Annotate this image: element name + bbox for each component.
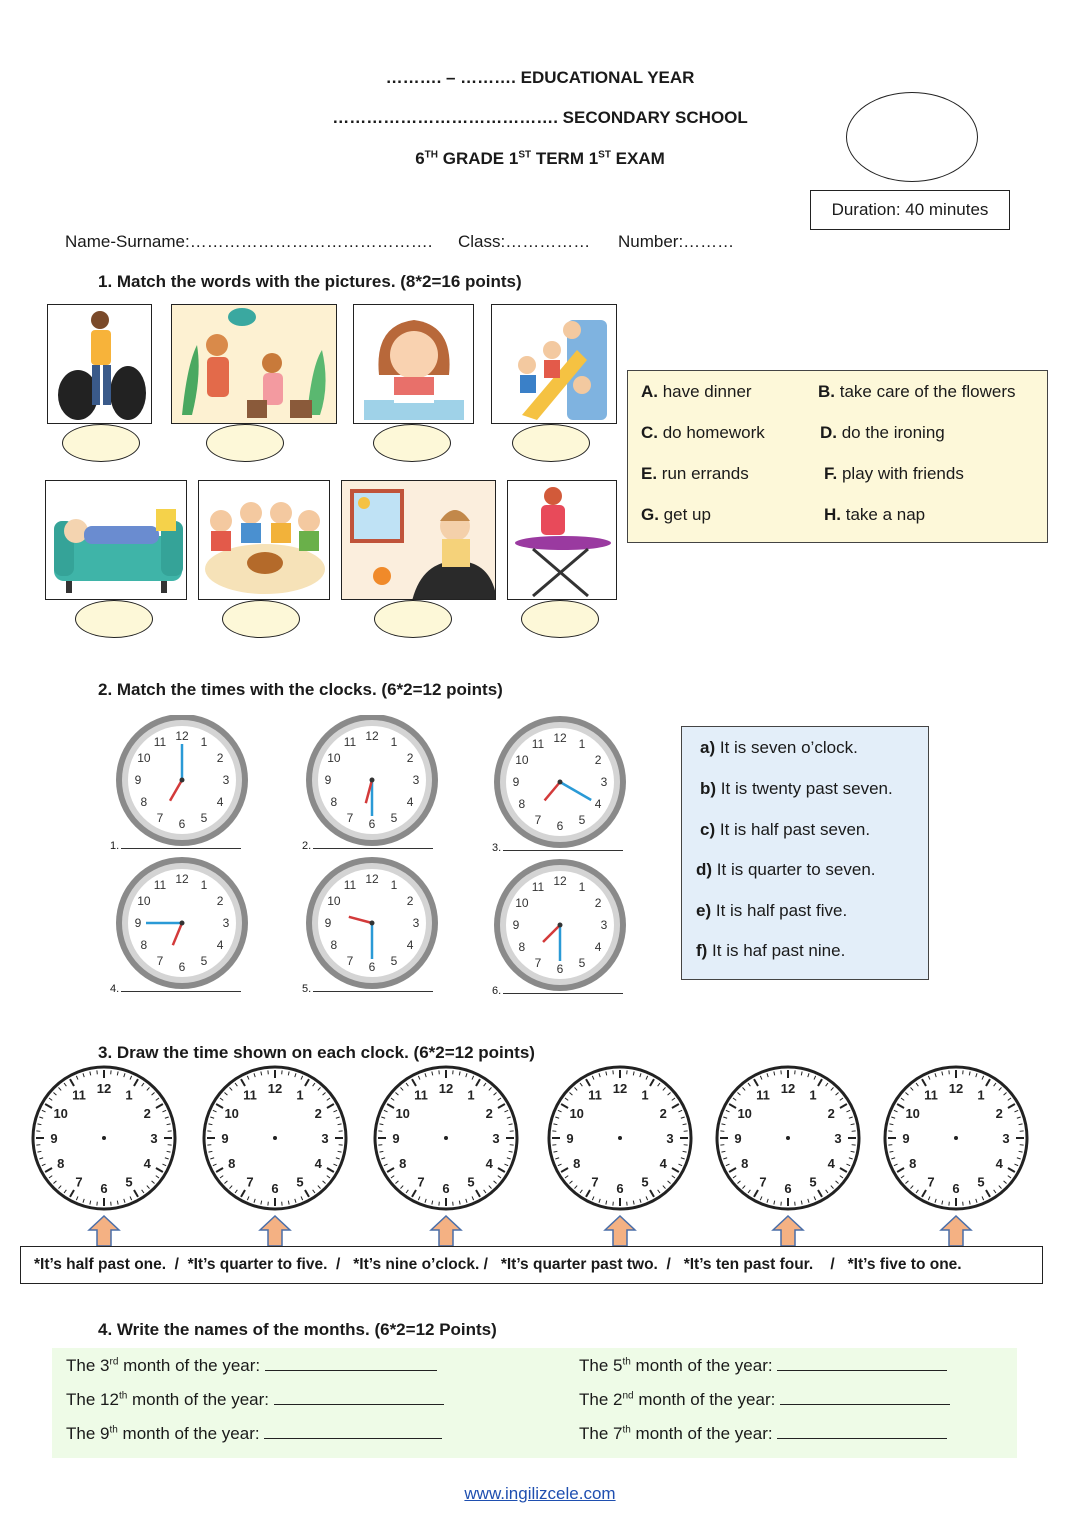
q2-option-b: b) It is twenty past seven.: [700, 779, 893, 798]
svg-text:6: 6: [368, 960, 376, 974]
blank-clock-5[interactable]: [717, 1067, 859, 1209]
svg-text:5: 5: [467, 1174, 475, 1190]
answer-oval-4[interactable]: [512, 424, 590, 462]
svg-text:7: 7: [534, 956, 542, 971]
svg-text:4: 4: [406, 795, 414, 809]
month-question-7th[interactable]: The 7th month of the year:: [579, 1423, 947, 1444]
svg-text:6: 6: [616, 1181, 624, 1196]
svg-text:9: 9: [324, 773, 332, 787]
question-4-title: 4. Write the names of the months. (6*2=12 Points): [98, 1320, 497, 1339]
svg-text:3: 3: [222, 916, 230, 930]
clock-5-answer-line[interactable]: 5.: [302, 983, 433, 995]
svg-text:4: 4: [216, 938, 224, 952]
up-arrow-icon: [89, 1216, 119, 1246]
up-arrow-icon: [773, 1216, 803, 1246]
svg-text:8: 8: [140, 795, 148, 809]
q4-months-box: [52, 1348, 1017, 1458]
blank-clock-3[interactable]: [375, 1067, 517, 1209]
svg-text:2: 2: [659, 1106, 667, 1121]
svg-text:11: 11: [756, 1087, 770, 1103]
svg-text:8: 8: [140, 938, 148, 952]
svg-text:10: 10: [327, 751, 341, 765]
svg-text:7: 7: [75, 1174, 83, 1190]
svg-text:6: 6: [784, 1181, 792, 1196]
answer-oval-6[interactable]: [222, 600, 300, 638]
svg-text:8: 8: [399, 1156, 407, 1171]
svg-text:3: 3: [222, 773, 230, 787]
svg-text:1: 1: [390, 734, 398, 749]
svg-text:9: 9: [566, 1131, 574, 1146]
number-field[interactable]: Number:………: [618, 232, 735, 251]
q2-option-d: d) It is quarter to seven.: [696, 860, 876, 879]
svg-text:9: 9: [134, 773, 142, 787]
svg-text:4: 4: [143, 1156, 151, 1171]
svg-text:7: 7: [534, 813, 542, 828]
svg-text:6: 6: [100, 1181, 108, 1196]
svg-text:9: 9: [512, 918, 520, 932]
svg-text:5: 5: [977, 1174, 985, 1190]
svg-text:4: 4: [485, 1156, 493, 1171]
svg-text:1: 1: [809, 1087, 817, 1103]
q2-option-e: e) It is half past five.: [696, 901, 848, 920]
svg-text:11: 11: [531, 736, 545, 751]
clock-1-answer-line[interactable]: 1.: [110, 840, 241, 852]
svg-text:7: 7: [417, 1174, 425, 1190]
svg-text:10: 10: [515, 753, 529, 767]
answer-oval-5[interactable]: [75, 600, 153, 638]
q1-option-e: E. run errands: [641, 464, 749, 483]
month-question-12th[interactable]: The 12th month of the year:: [66, 1389, 444, 1410]
svg-text:1: 1: [578, 736, 586, 751]
class-field[interactable]: Class:……………: [458, 232, 591, 251]
question-1-title: 1. Match the words with the pictures. (8*2=16 points): [98, 272, 522, 291]
svg-text:6: 6: [442, 1181, 450, 1196]
blank-clock-2[interactable]: [204, 1067, 346, 1209]
svg-text:7: 7: [346, 954, 354, 969]
svg-text:3: 3: [492, 1131, 500, 1146]
svg-text:5: 5: [578, 813, 586, 828]
up-arrow-icon: [260, 1216, 290, 1246]
svg-text:10: 10: [395, 1106, 410, 1121]
svg-text:9: 9: [734, 1131, 742, 1146]
q2-options-box: [681, 726, 929, 980]
svg-text:7: 7: [591, 1174, 599, 1190]
svg-text:12: 12: [175, 872, 189, 886]
svg-text:7: 7: [246, 1174, 254, 1190]
month-question-9th[interactable]: The 9th month of the year:: [66, 1423, 442, 1444]
svg-text:10: 10: [137, 894, 151, 908]
svg-text:11: 11: [343, 734, 357, 749]
q3-blank-clocks: [0, 1060, 1080, 1246]
answer-oval-2[interactable]: [206, 424, 284, 462]
svg-text:8: 8: [330, 938, 338, 952]
svg-text:4: 4: [659, 1156, 667, 1171]
clock-4-answer-line[interactable]: 4.: [110, 983, 241, 995]
svg-text:3: 3: [600, 918, 608, 932]
svg-text:6: 6: [368, 817, 376, 831]
svg-text:5: 5: [641, 1174, 649, 1190]
month-question-3rd[interactable]: The 3rd month of the year:: [66, 1355, 437, 1376]
svg-text:1: 1: [467, 1087, 475, 1103]
month-question-2nd[interactable]: The 2nd month of the year:: [579, 1389, 950, 1410]
svg-text:1: 1: [200, 877, 208, 892]
question-3-title: 3. Draw the time shown on each clock. (6*2=12 points): [98, 1043, 535, 1062]
svg-text:3: 3: [412, 773, 420, 787]
svg-text:12: 12: [365, 872, 379, 886]
svg-text:11: 11: [243, 1087, 257, 1103]
svg-text:5: 5: [200, 811, 208, 826]
svg-text:3: 3: [666, 1131, 674, 1146]
svg-text:3: 3: [150, 1131, 158, 1146]
answer-oval-8[interactable]: [521, 600, 599, 638]
svg-text:12: 12: [612, 1081, 628, 1096]
q3-times-text: *It’s half past one. / *It’s quarter to five. / *It’s nine o’clock. / *It’s quarter past two. / *It’s ten past four. / *It’s five to one.: [34, 1256, 962, 1273]
svg-text:12: 12: [553, 874, 567, 888]
svg-text:8: 8: [909, 1156, 917, 1171]
svg-text:1: 1: [390, 877, 398, 892]
blank-clock-4[interactable]: [549, 1067, 691, 1209]
svg-text:2: 2: [995, 1106, 1003, 1121]
picture-do-the-ironing: [507, 480, 617, 600]
svg-text:4: 4: [406, 938, 414, 952]
picture-run-errands: [47, 304, 152, 424]
svg-text:10: 10: [137, 751, 151, 765]
svg-text:10: 10: [569, 1106, 584, 1121]
svg-text:9: 9: [512, 775, 520, 789]
score-oval: [846, 92, 978, 182]
svg-text:4: 4: [216, 795, 224, 809]
svg-text:11: 11: [153, 734, 167, 749]
q2-option-c: c) It is half past seven.: [700, 820, 871, 839]
svg-text:5: 5: [200, 954, 208, 969]
svg-text:9: 9: [324, 916, 332, 930]
svg-text:6: 6: [952, 1181, 960, 1196]
q2-option-f: f) It is haf past nine.: [696, 941, 846, 960]
svg-text:3: 3: [412, 916, 420, 930]
q1-option-f: F. play with friends: [824, 464, 964, 483]
svg-text:5: 5: [390, 954, 398, 969]
svg-text:10: 10: [327, 894, 341, 908]
picture-get-up: [341, 480, 496, 600]
svg-text:7: 7: [156, 954, 164, 969]
svg-text:8: 8: [518, 940, 526, 954]
svg-text:10: 10: [905, 1106, 920, 1121]
clock-3: [494, 716, 626, 848]
svg-text:6: 6: [178, 817, 186, 831]
svg-text:2: 2: [143, 1106, 151, 1121]
svg-text:8: 8: [741, 1156, 749, 1171]
svg-text:6: 6: [556, 819, 564, 833]
svg-text:12: 12: [948, 1081, 964, 1096]
clock-6: [494, 859, 626, 991]
svg-text:8: 8: [57, 1156, 65, 1171]
q1-option-b: B. take care of the flowers: [818, 382, 1016, 401]
picture-have-dinner: [198, 480, 330, 600]
svg-text:4: 4: [314, 1156, 322, 1171]
svg-text:11: 11: [924, 1087, 938, 1103]
svg-text:9: 9: [902, 1131, 910, 1146]
svg-text:11: 11: [588, 1087, 602, 1103]
duration-box: Duration: 40 minutes: [810, 190, 1010, 230]
svg-text:9: 9: [134, 916, 142, 930]
svg-text:10: 10: [224, 1106, 239, 1121]
svg-text:5: 5: [125, 1174, 133, 1190]
svg-text:3: 3: [1002, 1131, 1010, 1146]
svg-text:2: 2: [485, 1106, 493, 1121]
up-arrow-icon: [941, 1216, 971, 1246]
svg-text:11: 11: [153, 877, 167, 892]
svg-text:11: 11: [343, 877, 357, 892]
svg-text:8: 8: [228, 1156, 236, 1171]
svg-text:9: 9: [392, 1131, 400, 1146]
svg-text:11: 11: [414, 1087, 428, 1103]
picture-play-with-friends: [491, 304, 617, 424]
svg-text:1: 1: [200, 734, 208, 749]
header-exam: 6TH GRADE 1ST TERM 1ST EXAM: [415, 149, 665, 168]
q1-options-box: [627, 370, 1048, 543]
answer-oval-7[interactable]: [374, 600, 452, 638]
month-question-5th[interactable]: The 5th month of the year:: [579, 1355, 947, 1376]
q1-option-c: C. do homework: [641, 423, 765, 442]
svg-text:2: 2: [827, 1106, 835, 1121]
svg-text:11: 11: [72, 1087, 86, 1103]
svg-text:10: 10: [53, 1106, 68, 1121]
svg-text:2: 2: [594, 753, 602, 767]
svg-text:2: 2: [406, 894, 414, 908]
q1-option-a: A. have dinner: [641, 382, 752, 401]
svg-text:3: 3: [834, 1131, 842, 1146]
up-arrow-icon: [605, 1216, 635, 1246]
svg-text:4: 4: [827, 1156, 835, 1171]
clock-6-answer-line[interactable]: 6.: [492, 985, 623, 997]
footer-link[interactable]: www.ingilizcele.com: [464, 1484, 616, 1503]
svg-text:4: 4: [594, 797, 602, 811]
svg-text:2: 2: [216, 894, 224, 908]
svg-text:7: 7: [346, 811, 354, 826]
question-2-title: 2. Match the times with the clocks. (6*2=12 points): [98, 680, 503, 699]
svg-text:3: 3: [321, 1131, 329, 1146]
clock-4: [116, 857, 248, 989]
svg-text:1: 1: [125, 1087, 133, 1103]
svg-text:2: 2: [216, 751, 224, 765]
header-school: …………………………………. SECONDARY SCHOOL: [332, 108, 748, 127]
svg-text:5: 5: [809, 1174, 817, 1190]
q1-option-d: D. do the ironing: [820, 423, 945, 442]
svg-text:7: 7: [927, 1174, 935, 1190]
svg-text:2: 2: [314, 1106, 322, 1121]
svg-text:5: 5: [390, 811, 398, 826]
svg-text:9: 9: [50, 1131, 58, 1146]
up-arrow-icon: [431, 1216, 461, 1246]
svg-text:4: 4: [594, 940, 602, 954]
svg-text:1: 1: [641, 1087, 649, 1103]
svg-text:2: 2: [406, 751, 414, 765]
q2-option-a: a) It is seven o’clock.: [700, 738, 858, 757]
svg-text:5: 5: [296, 1174, 304, 1190]
svg-text:10: 10: [737, 1106, 752, 1121]
picture-take-a-nap: [45, 480, 187, 600]
svg-text:12: 12: [96, 1081, 112, 1096]
svg-text:8: 8: [330, 795, 338, 809]
name-surname-field[interactable]: Name-Surname:…………………………………….: [65, 232, 433, 251]
svg-text:4: 4: [995, 1156, 1003, 1171]
svg-text:2: 2: [594, 896, 602, 910]
svg-text:8: 8: [573, 1156, 581, 1171]
picture-do-homework: [353, 304, 474, 424]
clock-1: [116, 715, 248, 846]
svg-text:6: 6: [271, 1181, 279, 1196]
svg-text:6: 6: [556, 962, 564, 976]
clock-2-answer-line[interactable]: 2.: [302, 840, 433, 852]
q1-option-h: H. take a nap: [824, 505, 926, 524]
svg-text:12: 12: [175, 729, 189, 743]
svg-text:1: 1: [296, 1087, 304, 1103]
svg-text:12: 12: [438, 1081, 454, 1096]
svg-text:7: 7: [156, 811, 164, 826]
q1-option-g: G. get up: [641, 505, 711, 524]
svg-text:1: 1: [977, 1087, 985, 1103]
svg-text:8: 8: [518, 797, 526, 811]
svg-text:12: 12: [267, 1081, 283, 1096]
blank-clock-6[interactable]: [885, 1067, 1027, 1209]
svg-text:12: 12: [780, 1081, 796, 1096]
svg-text:11: 11: [531, 879, 545, 894]
svg-text:9: 9: [221, 1131, 229, 1146]
svg-text:6: 6: [178, 960, 186, 974]
clock-2: [306, 715, 438, 846]
q2-clocks: [0, 715, 680, 1005]
q3-times-strip: [20, 1246, 1043, 1284]
svg-text:12: 12: [553, 731, 567, 745]
svg-text:7: 7: [759, 1174, 767, 1190]
answer-oval-3[interactable]: [373, 424, 451, 462]
clock-3-answer-line[interactable]: 3.: [492, 842, 623, 854]
picture-take-care-of-flowers: [171, 304, 337, 424]
answer-oval-1[interactable]: [62, 424, 140, 462]
blank-clock-1[interactable]: [33, 1067, 175, 1209]
svg-text:1: 1: [578, 879, 586, 894]
svg-text:12: 12: [365, 729, 379, 743]
svg-text:5: 5: [578, 956, 586, 971]
header-year: ………. – ………. EDUCATIONAL YEAR: [385, 68, 695, 87]
svg-text:10: 10: [515, 896, 529, 910]
clock-5: [306, 857, 438, 989]
svg-text:3: 3: [600, 775, 608, 789]
